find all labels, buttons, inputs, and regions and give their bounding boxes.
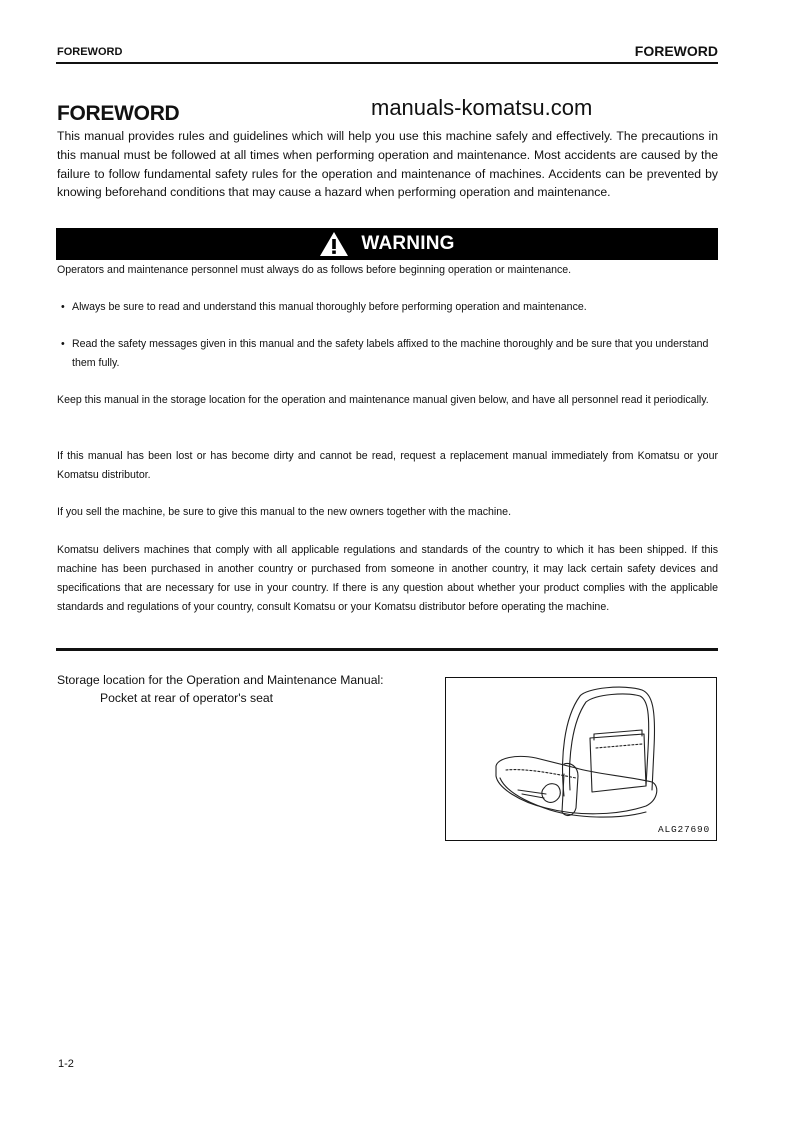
operator-seat-illustration [446, 678, 718, 842]
warning-banner [56, 228, 718, 260]
header-left-title: FOREWORD [57, 46, 123, 58]
storage-label: Storage location for the Operation and Maintenance Manual: [57, 673, 384, 687]
bullet-text: Read the safety messages given in this manual and the safety labels affixed to the machine thoroughly and be sure that you understand them fully. [72, 338, 709, 369]
header-right-title: FOREWORD [634, 43, 718, 59]
page-title: FOREWORD [57, 102, 180, 125]
page-number: 1-2 [58, 1058, 74, 1070]
warning-label: WARNING [361, 233, 455, 254]
warning-triangle-icon [319, 231, 349, 257]
warning-paragraph: If this manual has been lost or has become dirty and cannot be read, request a replacement manual immediately from Komatsu or your Komatsu distributor. [57, 450, 718, 481]
bullet-text: Always be sure to read and understand this manual thoroughly before performing operation and maintenance. [72, 301, 587, 313]
warning-paragraph: Keep this manual in the storage location for the operation and maintenance manual given below, and have all personnel read it periodically. [57, 394, 709, 406]
warning-lead: Operators and maintenance personnel must always do as follows before beginning operation or maintenance. [57, 264, 572, 276]
header-rule [56, 62, 718, 64]
storage-value: Pocket at rear of operator's seat [100, 691, 274, 705]
warning-bullet [57, 335, 718, 373]
figure-id: ALG27690 [657, 824, 710, 835]
bullet-dot: • [61, 301, 65, 313]
storage-location [57, 671, 384, 707]
bullet-dot: • [61, 338, 65, 350]
warning-paragraph: Komatsu delivers machines that comply with all applicable regulations and standards of the country to which it has been shipped. If this machine has been purchased in another country or purchased from someone in another country, it may lack certain safety devices and specifications that are necessary for use in your country. If there is any question about whether your product complies with the applicable standards and regulations of your country, consult Komatsu or your Komatsu distributor before operating the machine. [57, 544, 718, 613]
section-rule [56, 648, 718, 651]
intro-paragraph: This manual provides rules and guidelines which will help you use this machine safely and effectively. The precautions in this manual must be followed at all times when performing operation and maintenance. Most accidents are caused by the failure to follow fundamental safety rules for the operation and maintenance of machines. Accidents can be prevented by knowing beforehand conditions that may cause a hazard when performing operation and maintenance. [57, 129, 718, 200]
warning-paragraph: If you sell the machine, be sure to give this manual to the new owners together with the machine. [57, 506, 512, 518]
seat-figure [445, 677, 717, 841]
watermark: manuals-komatsu.com [371, 95, 593, 120]
warning-bullet [57, 298, 718, 317]
